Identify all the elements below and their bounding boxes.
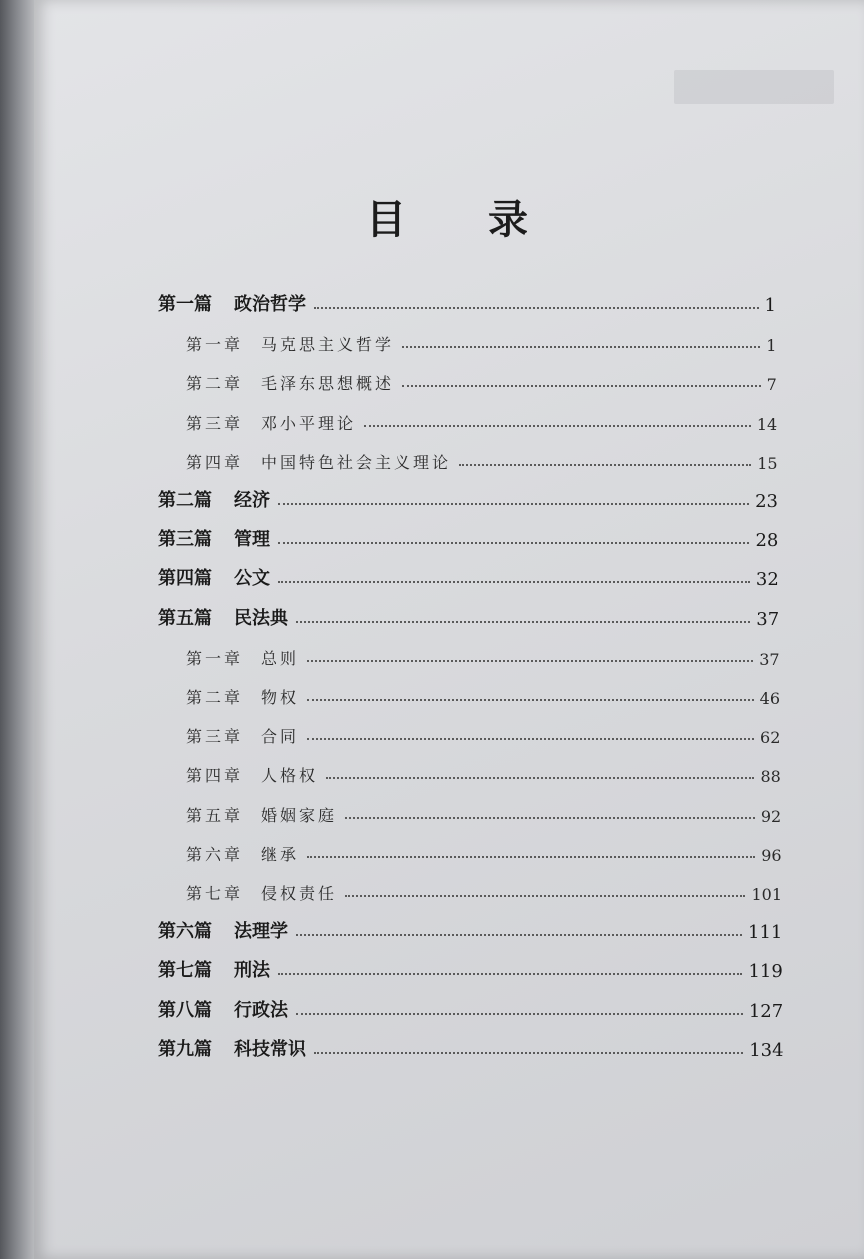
toc-page-number: 23 (755, 491, 778, 512)
toc-entry-number: 第五章 (186, 805, 244, 825)
toc-dot-leader (364, 425, 751, 427)
toc-page-number: 127 (748, 1000, 784, 1022)
toc-page-number: 7 (766, 375, 777, 395)
toc-page-number: 32 (755, 569, 779, 591)
toc-entry-title: 物权 (261, 688, 300, 707)
toc-chapter-entry (186, 756, 781, 786)
toc-page-number: 46 (759, 689, 780, 708)
toc-chapter-entry (186, 678, 780, 708)
toc-entry-title: 马克思主义哲学 (261, 335, 395, 355)
toc-page-number: 119 (748, 961, 783, 983)
toc-chapter-entry (186, 325, 776, 355)
toc-dot-leader (314, 1052, 743, 1054)
toc-entry-number: 第六篇 (158, 921, 212, 943)
toc-dot-leader (278, 973, 742, 975)
toc-entry-number: 第六章 (186, 844, 244, 864)
toc-chapter-entry (186, 796, 781, 826)
toc-dot-leader (314, 307, 759, 309)
toc-entry-number: 第二篇 (158, 490, 212, 511)
toc-dot-leader (307, 699, 754, 701)
toc-dot-leader (278, 542, 749, 544)
toc-entry-number: 第七篇 (158, 960, 212, 982)
show-through-ghost (674, 70, 834, 104)
toc-dot-leader (296, 621, 750, 623)
toc-dot-leader (307, 856, 755, 858)
toc-entry-number: 第二章 (186, 688, 244, 707)
toc-entry-title: 合同 (261, 727, 300, 747)
toc-part-entry (158, 560, 779, 590)
toc-dot-leader (307, 660, 753, 662)
toc-entry-number: 第二章 (186, 374, 244, 394)
toc-part-entry (158, 482, 778, 512)
toc-entry-title: 政治哲学 (234, 294, 306, 315)
toc-entry-number: 第五篇 (158, 607, 212, 629)
toc-entry-number: 第八篇 (158, 999, 212, 1021)
toc-dot-leader (278, 503, 749, 505)
toc-dot-leader (326, 777, 754, 779)
toc-entry-number: 第七章 (186, 884, 244, 903)
toc-page-number: 15 (757, 453, 778, 473)
toc-part-entry (158, 600, 779, 630)
toc-dot-leader (402, 385, 761, 387)
toc-page-number: 111 (748, 922, 783, 944)
toc-entry-number: 第一章 (186, 648, 244, 668)
toc-entry-number: 第一章 (186, 335, 244, 355)
toc-dot-leader (402, 346, 760, 348)
toc-page-number: 101 (751, 885, 782, 904)
toc-page-number: 37 (759, 649, 780, 669)
toc-part-entry (158, 1031, 784, 1061)
toc-entry-number: 第三篇 (158, 529, 212, 551)
toc-part-entry (158, 992, 783, 1022)
toc-page-number: 62 (760, 728, 781, 748)
toc-entry-title: 中国特色社会主义理论 (261, 452, 452, 472)
toc-entry-number: 第三章 (186, 727, 244, 747)
toc-entry-title: 经济 (234, 490, 270, 511)
toc-entry-title: 科技常识 (234, 1038, 306, 1060)
toc-entry-title: 管理 (234, 529, 270, 551)
toc-entry-number: 第一篇 (158, 294, 212, 315)
toc-entry-number: 第九篇 (158, 1038, 212, 1060)
toc-dot-leader (307, 738, 754, 740)
toc-part-entry (158, 521, 778, 551)
toc-page-number: 37 (756, 608, 780, 630)
toc-chapter-entry (186, 835, 782, 865)
toc-part-entry (158, 286, 776, 316)
toc-entry-title: 公文 (234, 568, 270, 590)
toc-dot-leader (278, 581, 750, 583)
toc-entry-title: 侵权责任 (261, 884, 338, 903)
toc-chapter-entry (186, 443, 778, 473)
toc-page-number: 92 (760, 806, 782, 826)
toc-dot-leader (459, 464, 751, 466)
toc-entry-title: 行政法 (234, 999, 288, 1021)
toc-dot-leader (345, 895, 745, 897)
toc-entry-number: 第四章 (186, 452, 244, 472)
toc-entry-title: 民法典 (234, 607, 288, 629)
toc-chapter-entry (186, 874, 782, 904)
page-title: 目 录 (366, 196, 562, 243)
toc-dot-leader (345, 817, 755, 819)
toc-entry-title: 总则 (261, 648, 300, 668)
toc-entry-title: 人格权 (261, 766, 319, 786)
toc-page-number: 28 (755, 530, 779, 552)
toc-entry-number: 第四章 (186, 766, 244, 786)
toc-page-number: 88 (760, 767, 781, 787)
toc-entry-title: 婚姻家庭 (261, 805, 338, 825)
toc-chapter-entry (186, 404, 777, 434)
toc-page-number: 1 (766, 336, 777, 356)
toc-entry-title: 继承 (261, 844, 300, 864)
toc-page-number: 96 (761, 845, 782, 865)
toc-page-number: 14 (756, 414, 778, 434)
toc-entry-number: 第四篇 (158, 568, 212, 590)
toc-entry-title: 法理学 (234, 921, 288, 943)
toc-entry-title: 毛泽东思想概述 (261, 374, 395, 394)
toc-page-number: 134 (749, 1039, 784, 1061)
toc-chapter-entry (186, 364, 777, 394)
toc-entry-title: 邓小平理论 (261, 413, 357, 433)
toc-chapter-entry (186, 639, 780, 669)
toc-page-number: 1 (764, 295, 776, 316)
toc-entry-title: 刑法 (234, 960, 270, 982)
toc-chapter-entry (186, 717, 780, 747)
toc-part-entry (158, 913, 782, 943)
toc-dot-leader (296, 1013, 743, 1015)
toc-dot-leader (296, 934, 742, 936)
toc-entry-number: 第三章 (186, 413, 244, 433)
toc-part-entry (158, 952, 783, 982)
